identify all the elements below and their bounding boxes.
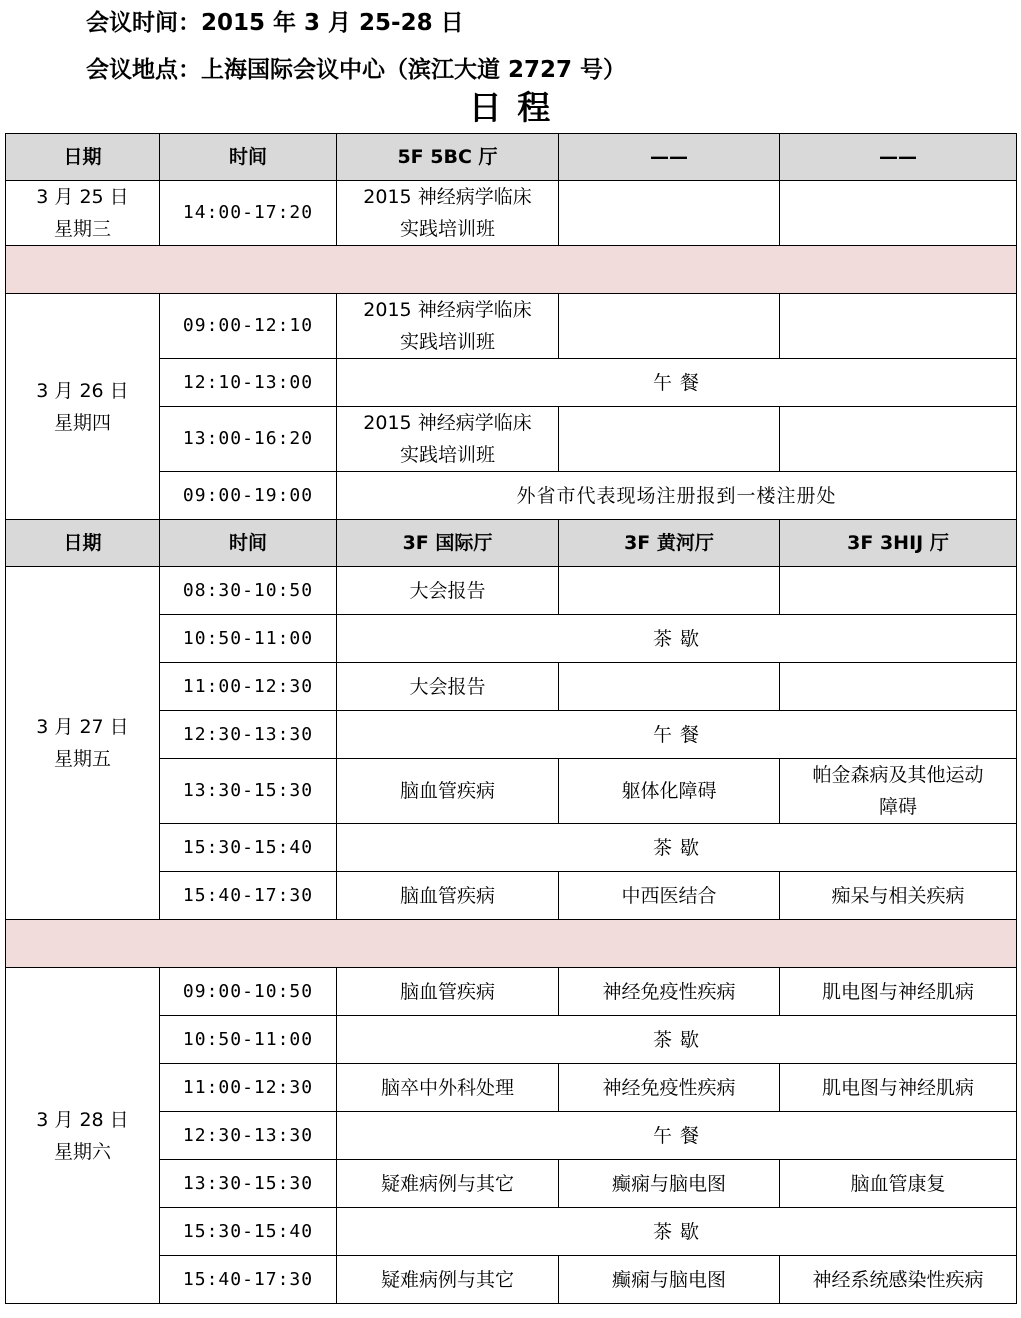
session-cell	[337, 294, 559, 359]
weekday-text: 星期四	[53, 411, 111, 434]
schedule-table	[5, 133, 1017, 1304]
date-text: 3 月 26 日	[36, 379, 129, 402]
meeting-venue	[86, 55, 626, 85]
time-cell: 14:00-17:20	[160, 181, 337, 246]
time-cell: 09:00-19:00	[160, 472, 337, 520]
separator-row	[6, 920, 1017, 968]
time-cell: 13:00-16:20	[160, 407, 337, 472]
header-hall-5bc: 5F 5BC 厅	[337, 134, 559, 181]
session-cell: 大会报告	[337, 663, 559, 711]
time-cell: 15:40-17:30	[160, 872, 337, 920]
session-cell: 疑难病例与其它	[337, 1160, 559, 1208]
table-row	[6, 567, 1017, 615]
time-cell: 13:30-15:30	[160, 1160, 337, 1208]
date-cell-0327	[6, 567, 160, 920]
session-line: 实践培训班	[399, 444, 495, 466]
session-cell: 痴呆与相关疾病	[780, 872, 1017, 920]
header-date: 日期	[6, 520, 160, 567]
table-row	[6, 294, 1017, 359]
date-text: 3 月 28 日	[36, 1108, 129, 1131]
time-cell: 12:30-13:30	[160, 1112, 337, 1160]
merged-session-cell: 外省市代表现场注册报到一楼注册处	[337, 472, 1017, 520]
session-cell: 脑血管康复	[780, 1160, 1017, 1208]
session-cell: 神经免疫性疾病	[559, 968, 780, 1016]
session-line: 障碍	[878, 796, 917, 818]
empty-cell	[780, 181, 1017, 246]
session-line: 2015 神经病学临床	[363, 412, 532, 434]
session-line: 帕金森病及其他运动	[812, 764, 984, 786]
session-line: 实践培训班	[399, 331, 495, 353]
session-cell: 脑血管疾病	[337, 759, 559, 824]
header-hall-huanghe: 3F 黄河厅	[559, 520, 780, 567]
empty-cell	[559, 407, 780, 472]
time-cell: 11:00-12:30	[160, 663, 337, 711]
header-time: 时间	[160, 134, 337, 181]
time-cell: 11:00-12:30	[160, 1064, 337, 1112]
time-cell: 15:30-15:40	[160, 1208, 337, 1256]
merged-session-cell: 午 餐	[337, 359, 1017, 407]
session-cell	[559, 567, 780, 615]
date-text: 3 月 27 日	[36, 716, 129, 738]
table-row	[6, 181, 1017, 246]
date-cell-0325	[6, 181, 160, 246]
header-hall-3hij: 3F 3HIJ 厅	[780, 520, 1017, 567]
time-cell: 10:50-11:00	[160, 1016, 337, 1064]
separator-cell	[6, 920, 1017, 968]
header-hall-international: 3F 国际厅	[337, 520, 559, 567]
empty-cell	[559, 294, 780, 359]
session-cell: 躯体化障碍	[559, 759, 780, 824]
session-cell: 肌电图与神经肌病	[780, 968, 1017, 1016]
time-cell: 09:00-10:50	[160, 968, 337, 1016]
merged-session-cell: 午 餐	[337, 711, 1017, 759]
weekday-text: 星期六	[53, 1140, 111, 1163]
session-cell: 肌电图与神经肌病	[780, 1064, 1017, 1112]
date-cell-0326	[6, 294, 160, 520]
meeting-time	[86, 8, 464, 38]
session-line: 实践培训班	[399, 218, 495, 240]
session-cell: 神经免疫性疾病	[559, 1064, 780, 1112]
date-cell-0328	[6, 968, 160, 1304]
session-cell	[780, 759, 1017, 824]
time-cell: 13:30-15:30	[160, 759, 337, 824]
session-cell: 脑血管疾病	[337, 968, 559, 1016]
time-cell: 12:10-13:00	[160, 359, 337, 407]
meeting-time-label: 会议时间：	[86, 10, 201, 36]
session-cell	[780, 663, 1017, 711]
session-cell: 疑难病例与其它	[337, 1256, 559, 1304]
header-date: 日期	[6, 134, 160, 181]
merged-session-cell: 茶 歇	[337, 1208, 1017, 1256]
table-row	[6, 968, 1017, 1016]
empty-cell	[559, 181, 780, 246]
session-cell: 癫痫与脑电图	[559, 1256, 780, 1304]
session-cell	[559, 663, 780, 711]
session-line: 2015 神经病学临床	[363, 186, 532, 208]
session-cell: 脑血管疾病	[337, 872, 559, 920]
session-cell: 中西医结合	[559, 872, 780, 920]
merged-session-cell: 午 餐	[337, 1112, 1017, 1160]
meeting-venue-value: 上海国际会议中心（滨江大道 2727 号）	[201, 57, 627, 83]
time-cell: 10:50-11:00	[160, 615, 337, 663]
time-cell: 15:40-17:30	[160, 1256, 337, 1304]
empty-cell	[780, 407, 1017, 472]
session-cell: 脑卒中外科处理	[337, 1064, 559, 1112]
session-cell: 神经系统感染性疾病	[780, 1256, 1017, 1304]
time-cell: 09:00-12:10	[160, 294, 337, 359]
time-cell: 15:30-15:40	[160, 824, 337, 872]
header-time: 时间	[160, 520, 337, 567]
meeting-venue-label: 会议地点：	[86, 57, 201, 83]
header-row-2	[6, 520, 1017, 567]
weekday-text: 星期三	[53, 218, 111, 240]
header-row-1	[6, 134, 1017, 181]
session-cell: 癫痫与脑电图	[559, 1160, 780, 1208]
separator-row	[6, 246, 1017, 294]
session-cell: 大会报告	[337, 567, 559, 615]
header-dash-1: ——	[559, 134, 780, 181]
time-cell: 12:30-13:30	[160, 711, 337, 759]
merged-session-cell: 茶 歇	[337, 824, 1017, 872]
session-cell	[780, 567, 1017, 615]
empty-cell	[780, 294, 1017, 359]
time-cell: 08:30-10:50	[160, 567, 337, 615]
merged-session-cell: 茶 歇	[337, 1016, 1017, 1064]
page-title: 日 程	[468, 88, 553, 127]
separator-cell	[6, 246, 1017, 294]
session-line: 2015 神经病学临床	[363, 299, 532, 321]
weekday-text: 星期五	[53, 748, 111, 770]
date-text: 3 月 25 日	[36, 186, 129, 208]
meeting-time-value: 2015 年 3 月 25-28 日	[201, 10, 464, 36]
merged-session-cell: 茶 歇	[337, 615, 1017, 663]
session-cell	[337, 407, 559, 472]
session-cell	[337, 181, 559, 246]
header-dash-2: ——	[780, 134, 1017, 181]
